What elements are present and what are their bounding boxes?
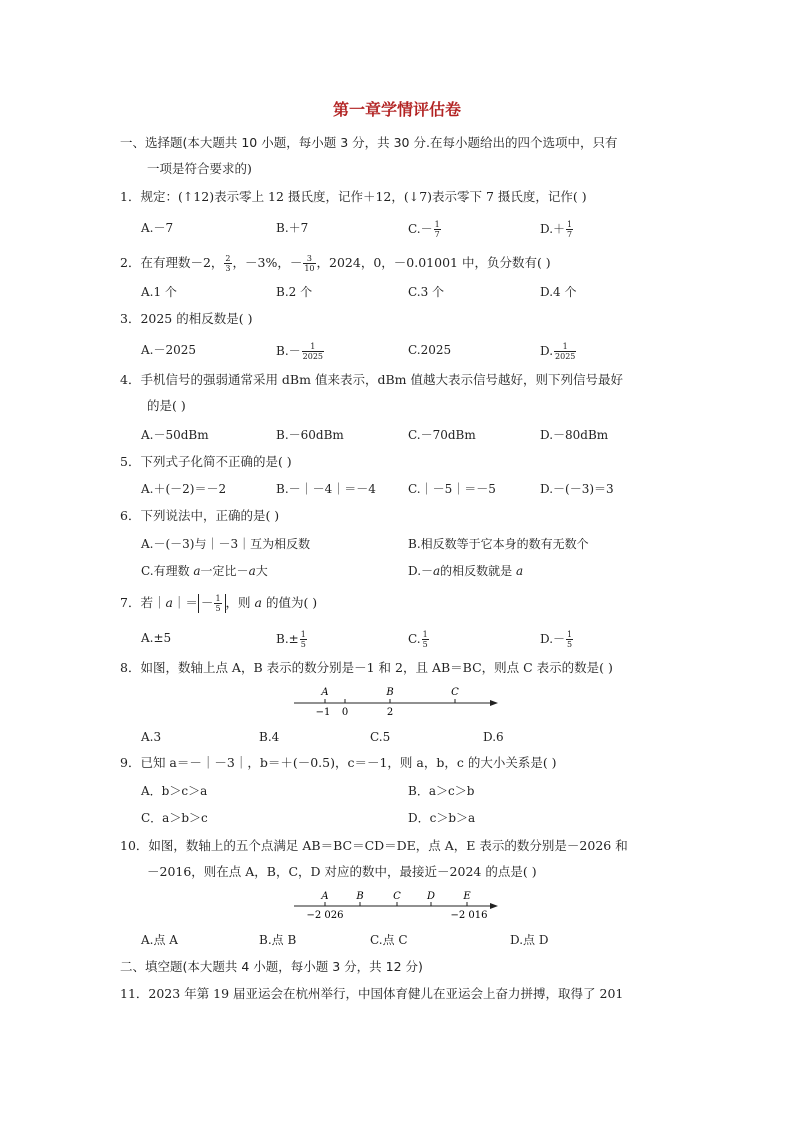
q10-option-a: A.点 A — [141, 933, 178, 947]
q3-option-c: C.2025 — [408, 343, 452, 357]
q1-option-c-fraction — [434, 220, 441, 239]
fraction-numerator: 1 — [554, 342, 576, 352]
q7-option-c-prefix: C. — [408, 632, 421, 646]
tick-label-neg1: −1 — [315, 707, 331, 718]
tick-label-a-value: −2 026 — [306, 910, 344, 921]
q6-option-c-text3: 大 — [255, 564, 268, 578]
q1-option-d-fraction — [566, 220, 573, 239]
q2-stem-part3: ，2024，0，－0.01001 中，负分数有( ) — [316, 255, 551, 270]
q6-option-d-text1: D.－ — [408, 564, 434, 578]
q1-option-c-prefix: C.－ — [408, 222, 433, 236]
q3-option-d — [540, 342, 577, 361]
q1-option-b: B.＋7 — [276, 221, 309, 235]
q2-stem-part2: ，－3%，－ — [232, 255, 303, 270]
axis-arrow-icon — [490, 700, 498, 706]
fraction-numerator: 1 — [215, 594, 221, 603]
fraction-denominator: 5 — [300, 640, 306, 649]
q7-option-d-prefix: D.－ — [540, 632, 566, 646]
fraction-denominator: 7 — [567, 230, 573, 239]
q5-option-d: D.－(－3)＝3 — [540, 482, 614, 496]
q9-option-c: C．a＞b＞c — [141, 811, 208, 825]
q2-stem — [120, 254, 551, 273]
q6-option-c — [141, 563, 268, 579]
q7-option-b-fraction — [300, 630, 307, 649]
fraction-denominator: 3 — [225, 264, 231, 273]
section1-heading-cont: 一项是符合要求的) — [147, 161, 252, 176]
q8-option-b: B.4 — [259, 730, 280, 744]
q7-option-d-fraction — [566, 630, 573, 649]
q2-option-c: C.3 个 — [408, 285, 445, 299]
q1-option-c — [408, 220, 442, 239]
q11-stem: 11．2023 年第 19 届亚运会在杭州举行，中国体育健儿在亚运会上奋力拼搏，取得了 201 — [120, 986, 624, 1001]
q4-option-b: B.－60dBm — [276, 428, 344, 442]
fraction-numerator: 3 — [303, 254, 315, 264]
q3-option-b-fraction — [302, 342, 324, 361]
fraction-denominator: 5 — [567, 640, 573, 649]
point-label-c: C — [451, 687, 459, 698]
q8-number-line — [280, 683, 510, 719]
point-label-b: B — [356, 891, 364, 902]
q7-option-b-prefix: B.± — [276, 632, 299, 646]
q5-stem: 5．下列式子化简不正确的是( ) — [120, 454, 292, 469]
q6-option-c-text2: 一定比－ — [200, 564, 249, 578]
q6-option-d-text2: 的相反数就是 — [440, 564, 516, 578]
q6-option-d — [408, 563, 523, 579]
q7-absolute-value — [198, 594, 226, 613]
point-label-d: D — [426, 891, 436, 902]
q5-option-c: C.｜－5｜＝－5 — [408, 482, 496, 496]
fraction-numerator: 1 — [434, 220, 440, 229]
q9-option-d: D．c＞b＞a — [408, 811, 476, 825]
section1-heading: 一、选择题(本大题共 10 小题，每小题 3 分，共 30 分.在每小题给出的四个选项中，只有 — [120, 135, 618, 150]
q6-variable-a: a — [248, 564, 256, 578]
q9-option-a: A．b＞c＞a — [141, 784, 208, 798]
q1-stem: 1．规定：(↑12)表示零上 12 摄氏度，记作＋12，(↓7)表示零下 7 摄氏度，记作( ) — [120, 189, 587, 204]
fraction-numerator: 2 — [225, 254, 231, 263]
tick-label-e-value: −2 016 — [450, 910, 488, 921]
q4-option-a: A.－50dBm — [141, 428, 209, 442]
q4-option-c: C.－70dBm — [408, 428, 476, 442]
q3-option-b — [276, 342, 325, 361]
q10-stem-cont: －2016，则在点 A，B，C，D 对应的数中，最接近－2024 的点是( ) — [147, 864, 537, 879]
fraction-denominator: 10 — [304, 264, 315, 273]
q10-stem: 10．如图，数轴上的五个点满足 AB＝BC＝CD＝DE，点 A，E 表示的数分别是－2026 和 — [120, 838, 628, 853]
point-label-e: E — [463, 891, 471, 902]
fraction-denominator: 2025 — [302, 352, 323, 361]
q7-option-b — [276, 630, 308, 649]
q7-option-d — [540, 630, 574, 649]
q6-variable-a: a — [433, 564, 441, 578]
q4-option-d: D.－80dBm — [540, 428, 609, 442]
tick-label-2: 2 — [386, 707, 394, 718]
q2-fraction-2 — [303, 254, 315, 273]
fraction-denominator: 7 — [434, 230, 440, 239]
q6-option-a: A.－(－3)与｜－3｜互为相反数 — [141, 537, 311, 551]
q10-option-d: D.点 D — [510, 933, 549, 947]
tick-label-0: 0 — [341, 707, 349, 718]
q5-option-b: B.－｜－4｜＝－4 — [276, 482, 376, 496]
q8-option-d: D.6 — [483, 730, 504, 744]
q3-option-d-prefix: D. — [540, 344, 554, 358]
q7-stem-part4: 的值为( ) — [261, 595, 318, 610]
q2-option-a: A.1 个 — [141, 285, 177, 299]
q6-option-c-text1: C.有理数 — [141, 564, 194, 578]
q3-option-d-fraction — [554, 342, 576, 361]
q1-option-d-prefix: D.＋ — [540, 222, 566, 236]
q10-option-b: B.点 B — [259, 933, 297, 947]
fraction-numerator: 1 — [300, 630, 306, 639]
q3-option-a: A.－2025 — [141, 343, 197, 357]
fraction-numerator: 1 — [302, 342, 324, 352]
fraction-numerator: 1 — [567, 220, 573, 229]
fraction-denominator: 5 — [215, 604, 221, 613]
fraction-denominator: 5 — [422, 640, 428, 649]
q2-stem-part1: 2．在有理数－2， — [120, 255, 224, 270]
q7-stem-part3: ，则 — [225, 595, 255, 610]
q8-option-a: A.3 — [141, 730, 162, 744]
point-label-c: C — [393, 891, 401, 902]
fraction-denominator: 2025 — [555, 352, 576, 361]
fraction-numerator: 1 — [567, 630, 573, 639]
q7-fraction — [214, 594, 221, 613]
q9-option-b: B．a＞c＞b — [408, 784, 475, 798]
q2-option-b: B.2 个 — [276, 285, 313, 299]
point-label-a: A — [321, 687, 329, 698]
q2-option-d: D.4 个 — [540, 285, 577, 299]
q7-abs-sign: － — [200, 595, 214, 610]
page-title: 第一章学情评估卷 — [332, 100, 461, 119]
q8-stem: 8．如图，数轴上点 A，B 表示的数分别是－1 和 2，且 AB＝BC，则点 C 表示的数是( ) — [120, 660, 613, 675]
q3-option-b-prefix: B.－ — [276, 344, 301, 358]
point-label-a: A — [321, 891, 329, 902]
q7-stem-part1: 7．若｜ — [120, 595, 166, 610]
axis-arrow-icon — [490, 903, 498, 909]
q2-fraction-1 — [224, 254, 231, 273]
q7-stem-part2: ｜＝ — [172, 595, 198, 610]
q10-number-line — [280, 888, 510, 924]
q8-option-c: C.5 — [370, 730, 391, 744]
q7-option-c — [408, 630, 430, 649]
q4-stem-cont: 的是( ) — [147, 398, 186, 413]
q7-option-c-fraction — [422, 630, 429, 649]
q6-option-b: B.相反数等于它本身的数有无数个 — [408, 537, 589, 551]
q7-variable-a: a — [254, 595, 262, 610]
q6-stem: 6．下列说法中，正确的是( ) — [120, 508, 280, 523]
q7-option-a: A.±5 — [141, 631, 172, 645]
q7-variable-a: a — [165, 595, 173, 610]
section2-heading: 二、填空题(本大题共 4 小题，每小题 3 分，共 12 分) — [120, 959, 423, 974]
q10-option-c: C.点 C — [370, 933, 408, 947]
q7-stem — [120, 594, 317, 613]
q9-stem: 9．已知 a＝－｜－3｜，b＝＋(－0.5)，c＝－1，则 a，b，c 的大小关系是( ) — [120, 755, 557, 770]
q6-variable-a: a — [516, 564, 524, 578]
q4-stem: 4．手机信号的强弱通常采用 dBm 值来表示，dBm 值越大表示信号越好，则下列信号最好 — [120, 372, 623, 387]
q1-option-a: A.－7 — [141, 221, 174, 235]
fraction-numerator: 1 — [422, 630, 428, 639]
q3-stem: 3．2025 的相反数是( ) — [120, 311, 253, 326]
q6-variable-a: a — [193, 564, 201, 578]
q5-option-a: A.＋(－2)＝－2 — [141, 482, 227, 496]
q1-option-d — [540, 220, 574, 239]
point-label-b: B — [386, 687, 394, 698]
